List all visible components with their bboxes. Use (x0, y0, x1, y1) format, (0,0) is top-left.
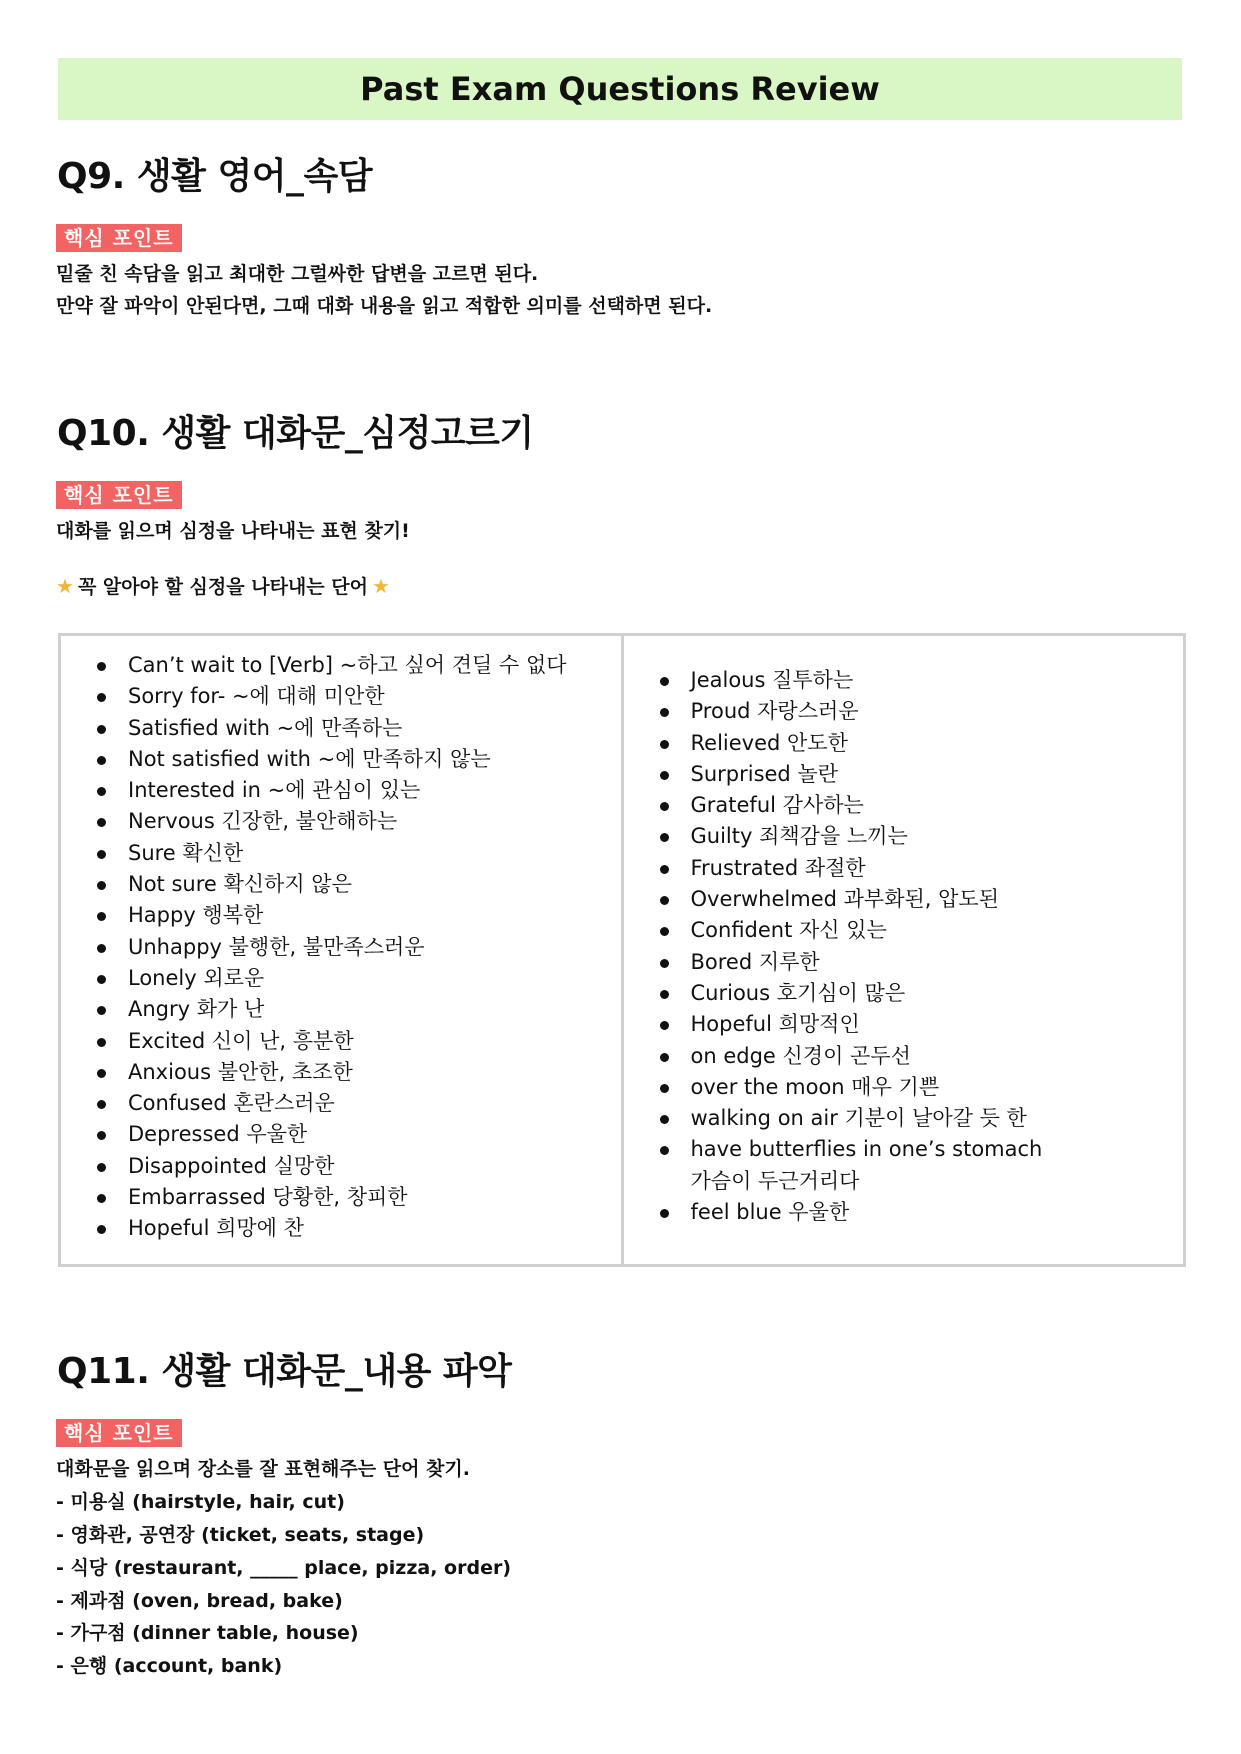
bullet-icon (660, 1115, 669, 1124)
list-item: have butterflies in one’s stomach 가슴이 두근거리다 (660, 1134, 1043, 1197)
list-item: on edge 신경이 곤두선 (660, 1041, 1043, 1072)
bullet-icon (660, 1053, 669, 1062)
star-icon: ★ (56, 574, 74, 598)
bullet-icon (97, 881, 106, 890)
q10-line: 대화를 읽으며 심정을 나타내는 표현 찾기! (56, 520, 410, 542)
q9-title: Q9. 생활 영어_속담 (57, 156, 373, 197)
list-item: Grateful 감사하는 (660, 790, 1043, 821)
q11-line-5: - 제과점 (oven, bread, bake) (56, 1590, 343, 1612)
list-item: Confident 자신 있는 (660, 915, 1043, 946)
list-item: Sorry for- ~에 대해 미안한 (97, 681, 567, 712)
q11-line-2: - 미용실 (hairstyle, hair, cut) (56, 1491, 345, 1513)
list-item: Relieved 안도한 (660, 728, 1043, 759)
list-item: Overwhelmed 과부화된, 압도된 (660, 884, 1043, 915)
list-item: Angry 화가 난 (97, 994, 567, 1025)
list-item: Guilty 죄책감을 느끼는 (660, 821, 1043, 852)
emotion-words-left-column (61, 636, 624, 1264)
banner-title: Past Exam Questions Review (360, 70, 880, 108)
bullet-icon (97, 1006, 106, 1015)
bullet-icon (660, 1146, 669, 1155)
list-item: Excited 신이 난, 흥분한 (97, 1026, 567, 1057)
bullet-icon (97, 912, 106, 921)
page-banner (58, 58, 1182, 120)
bullet-icon (97, 975, 106, 984)
list-item: Jealous 질투하는 (660, 665, 1043, 696)
list-item: walking on air 기분이 날아갈 듯 한 (660, 1103, 1043, 1134)
bullet-icon (97, 1225, 106, 1234)
bullet-icon (660, 927, 669, 936)
emotion-list-right (660, 665, 1043, 1228)
list-item: Confused 혼란스러운 (97, 1088, 567, 1119)
list-item: Anxious 불안한, 초조한 (97, 1057, 567, 1088)
q9-line-1: 밑줄 친 속담을 읽고 최대한 그럴싸한 답변을 고르면 된다. (56, 263, 539, 285)
list-item: Sure 확신한 (97, 838, 567, 869)
bullet-icon (97, 1038, 106, 1047)
bullet-icon (97, 1100, 106, 1109)
bullet-icon (660, 1084, 669, 1093)
bullet-icon (660, 708, 669, 717)
q11-line-1: 대화문을 읽으며 장소를 잘 표현해주는 단어 찾기. (56, 1458, 470, 1480)
list-item: Hopeful 희망에 찬 (97, 1213, 567, 1244)
q10-key-point-badge: 핵심 포인트 (56, 481, 182, 509)
list-item: Satisfied with ~에 만족하는 (97, 713, 567, 744)
q11-line-6: - 가구점 (dinner table, house) (56, 1622, 359, 1644)
bullet-icon (660, 865, 669, 874)
star-icon: ★ (371, 574, 390, 598)
q11-line-3: - 영화관, 공연장 (ticket, seats, stage) (56, 1524, 425, 1546)
bullet-icon (97, 1163, 106, 1172)
bullet-icon (660, 990, 669, 999)
list-item: Happy 행복한 (97, 900, 567, 931)
bullet-icon (660, 771, 669, 780)
list-item: Disappointed 실망한 (97, 1151, 567, 1182)
bullet-icon (97, 787, 106, 796)
bullet-icon (660, 802, 669, 811)
q9-line-2: 만약 잘 파악이 안된다면, 그때 대화 내용을 읽고 적합한 의미를 선택하면 된다. (56, 295, 713, 317)
bullet-icon (97, 944, 106, 953)
emotion-words-table (58, 633, 1186, 1267)
list-item: Lonely 외로운 (97, 963, 567, 994)
q11-key-point-badge: 핵심 포인트 (56, 1419, 182, 1447)
q10-highlight-text: 꼭 알아야 할 심정을 나타내는 단어 (77, 576, 368, 598)
bullet-icon (97, 1194, 106, 1203)
bullet-icon (97, 662, 106, 671)
list-item: Unhappy 불행한, 불만족스러운 (97, 932, 567, 963)
bullet-icon (660, 896, 669, 905)
list-item: Curious 호기심이 많은 (660, 978, 1043, 1009)
list-item: Interested in ~에 관심이 있는 (97, 775, 567, 806)
bullet-icon (97, 850, 106, 859)
bullet-icon (97, 725, 106, 734)
q9-key-point-badge: 핵심 포인트 (56, 224, 182, 252)
list-item: Nervous 긴장한, 불안해하는 (97, 806, 567, 837)
list-item: Surprised 놀란 (660, 759, 1043, 790)
bullet-icon (97, 693, 106, 702)
list-item: over the moon 매우 기쁜 (660, 1072, 1043, 1103)
bullet-icon (97, 818, 106, 827)
q10-title: Q10. 생활 대화문_심정고르기 (57, 413, 534, 454)
bullet-icon (660, 740, 669, 749)
bullet-icon (660, 959, 669, 968)
list-item: Not satisfied with ~에 만족하지 않는 (97, 744, 567, 775)
list-item-continuation: 가슴이 두근거리다 (690, 1168, 860, 1193)
bullet-icon (660, 1021, 669, 1030)
list-item: Proud 자랑스러운 (660, 696, 1043, 727)
q10-highlight (56, 572, 394, 599)
list-item: Depressed 우울한 (97, 1119, 567, 1150)
bullet-icon (97, 756, 106, 765)
list-item: Hopeful 희망적인 (660, 1009, 1043, 1040)
bullet-icon (660, 1209, 669, 1218)
list-item: Bored 지루한 (660, 947, 1043, 978)
bullet-icon (97, 1069, 106, 1078)
emotion-list-left (97, 650, 567, 1245)
list-item: Embarrassed 당황한, 창피한 (97, 1182, 567, 1213)
list-item: Can’t wait to [Verb] ~하고 싶어 견딜 수 없다 (97, 650, 567, 681)
q11-line-7: - 은행 (account, bank) (56, 1655, 283, 1677)
emotion-words-right-column (624, 636, 1184, 1264)
bullet-icon (97, 1131, 106, 1140)
bullet-icon (660, 833, 669, 842)
bullet-icon (660, 677, 669, 686)
q11-line-4: - 식당 (restaurant, _____ place, pizza, order) (56, 1557, 512, 1579)
list-item: Frustrated 좌절한 (660, 853, 1043, 884)
list-item: feel blue 우울한 (660, 1197, 1043, 1228)
list-item: Not sure 확신하지 않은 (97, 869, 567, 900)
q11-title: Q11. 생활 대화문_내용 파악 (57, 1351, 512, 1392)
